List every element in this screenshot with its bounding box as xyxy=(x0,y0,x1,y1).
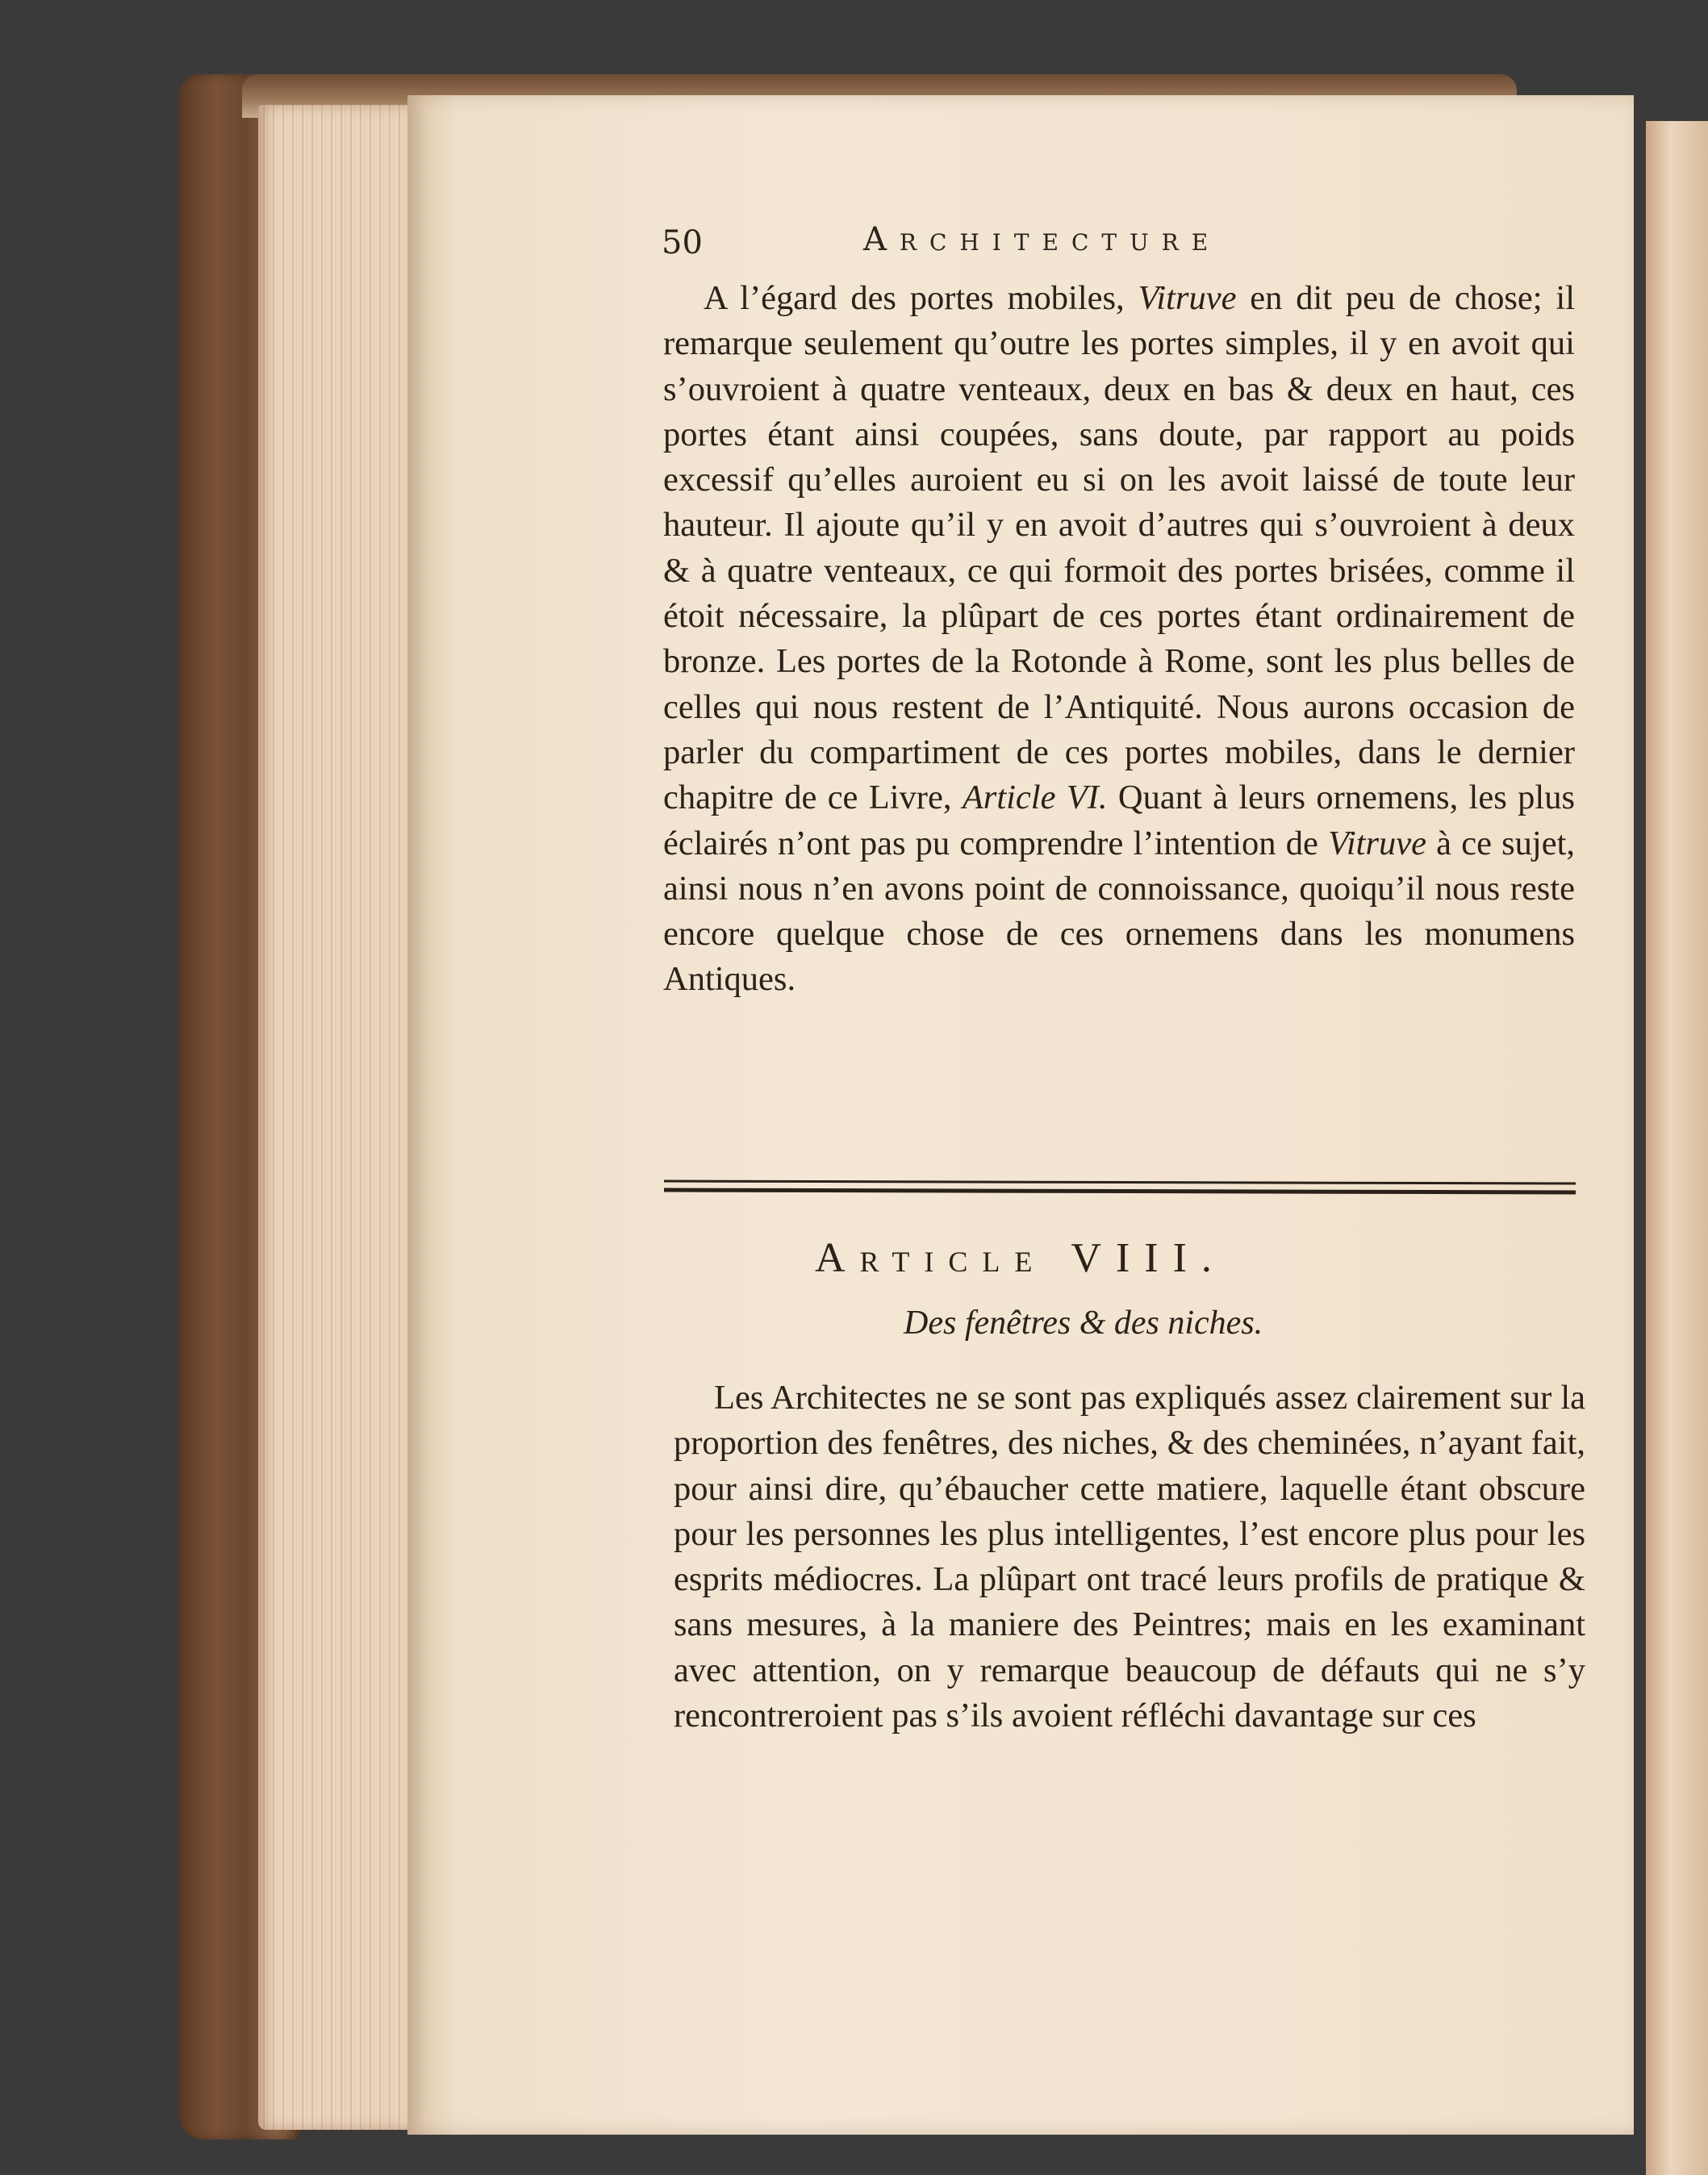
page-header xyxy=(662,218,1404,266)
page-edges xyxy=(258,105,411,2130)
paragraph1-text-middle: en dit peu de chose; il remarque seulement qu’outre les portes simples, il y en avoit qui s’ouvroient à quatre venteaux, deux en bas & deux en haut, ces portes étant ainsi coupées, sans doute, par rapport au poids excessif qu’elles auroient eu si on les avoit laissé de toute leur hauteur. Il ajoute qu’il y en avoit d’autres qui s’ouvroient à deux & à quatre venteaux, ce qui formoit des portes brisées, comme il étoit nécessaire, la plûpart de ces portes étant ordinairement de bronze. Les portes de la Rotonde à Rome, sont les plus belles de celles qui nous restent de l’Antiquité. Nous aurons occasion de parler du compartiment de ces portes mobiles, dans le dernier chapitre de ce Livre, xyxy=(663,279,1575,817)
page-number: 50 xyxy=(662,224,703,261)
paragraph-portes-mobiles xyxy=(663,276,1575,1003)
italic-article-vi: Article VI. xyxy=(962,779,1108,817)
paragraph-fenetres: Les Architectes ne se sont pas expliqués assez clairement sur la proportion des fenêtres, des niches, & des cheminées, n’ayant fait, pour ainsi dire, qu’ébaucher cette matiere, laquelle étant obscure pour les personnes les plus intelligentes, l’est encore plus pour les esprits médiocres. La plûpart ont tracé leurs profils de pratique & sans mesures, à la maniere des Peintres; mais en les examinant avec attention, on y remarque beaucoup de défauts qui ne s’y rencontreroient pas s’ils avoient réfléchi davantage sur ces xyxy=(674,1379,1585,1735)
adjacent-page-edge xyxy=(1646,121,1708,2175)
running-title: Architecture xyxy=(863,221,1221,258)
italic-vitruve: Vitruve xyxy=(1138,279,1237,317)
article-heading: Article VIII. xyxy=(815,1235,1226,1281)
section-subheading: Des fenêtres & des niches. xyxy=(904,1305,1263,1342)
paragraph1-text-end: à ce sujet, ainsi nous n’en avons point de connoissance, quoiqu’il nous reste encore quelque chose de ces ornemens dans les monumens Antiques. xyxy=(663,824,1576,999)
paragraph1-text-start: A l’égard des portes mobiles, xyxy=(704,279,1138,317)
italic-vitruve-2: Vitruve xyxy=(1328,824,1426,862)
paragraph1-text-after: Quant à leurs ornemens, les plus éclairés n’ont pas pu comprendre l’intention de xyxy=(663,779,1575,862)
